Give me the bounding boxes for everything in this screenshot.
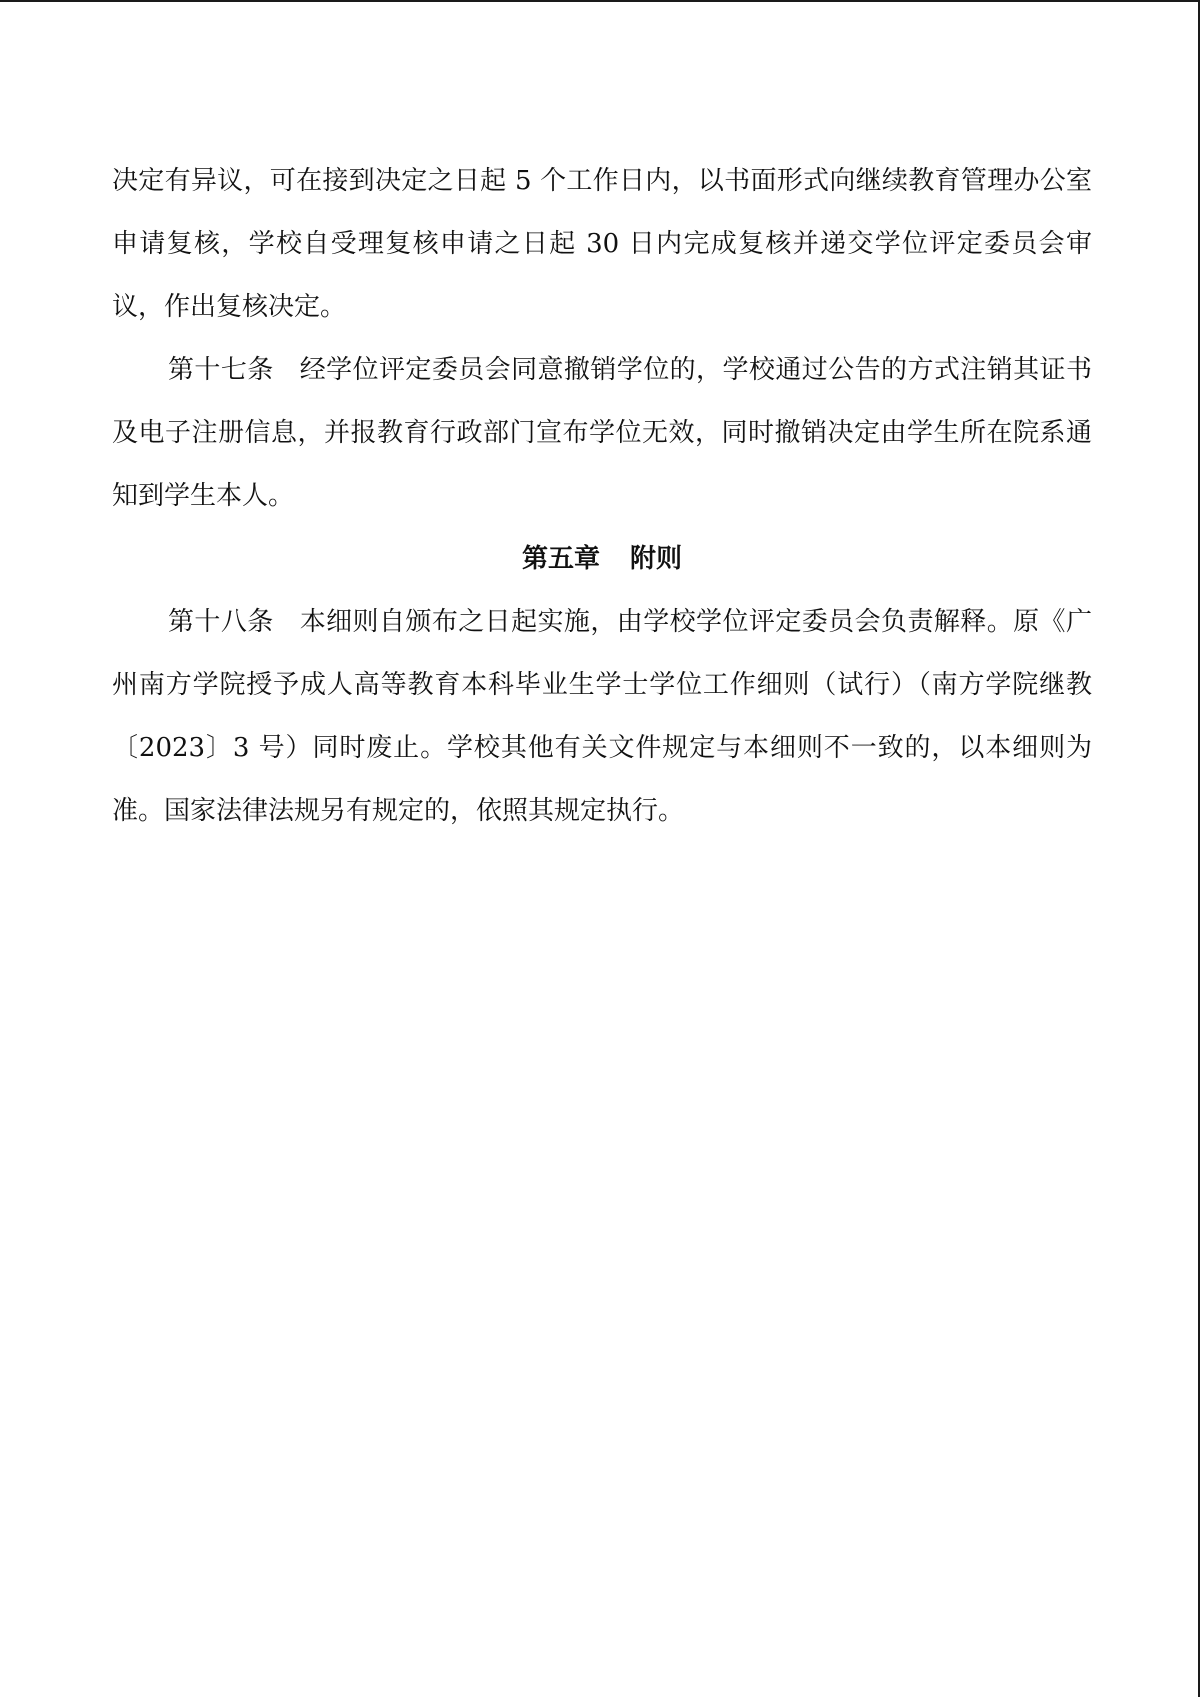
chapter-heading xyxy=(112,528,1092,591)
paragraph-continued xyxy=(112,150,1092,339)
paragraph-text: 决定有异议，可在接到决定之日起 5 个工作日内，以书面形式向继续教育管理办公室申请复核，学校自受理复核申请之日起 30 日内完成复核并递交学位评定委员会审议，作出复核决定。 xyxy=(112,166,1092,322)
chapter-number: 第五章 xyxy=(521,544,600,574)
paragraph-text: 经学位评定委员会同意撤销学位的，学校通过公告的方式注销其证书及电子注册信息，并报教育行政部门宣布学位无效，同时撤销决定由学生所在院系通知到学生本人。 xyxy=(112,355,1092,511)
paragraph-article-17 xyxy=(112,339,1092,528)
chapter-title: 附则 xyxy=(630,544,683,574)
document-body xyxy=(112,150,1092,843)
article-number: 第十八条 xyxy=(168,607,274,637)
paragraph-article-18 xyxy=(112,591,1092,843)
article-number: 第十七条 xyxy=(168,355,274,385)
paragraph-text: 本细则自颁布之日起实施，由学校学位评定委员会负责解释。原《广州南方学院授予成人高等教育本科毕业生学士学位工作细则（试行）（南方学院继教〔2023〕3 号）同时废止。学校其他有关文件规定与本细则不一致的，以本细则为准。国家法律法规另有规定的，依照其规定执行。 xyxy=(112,607,1092,826)
